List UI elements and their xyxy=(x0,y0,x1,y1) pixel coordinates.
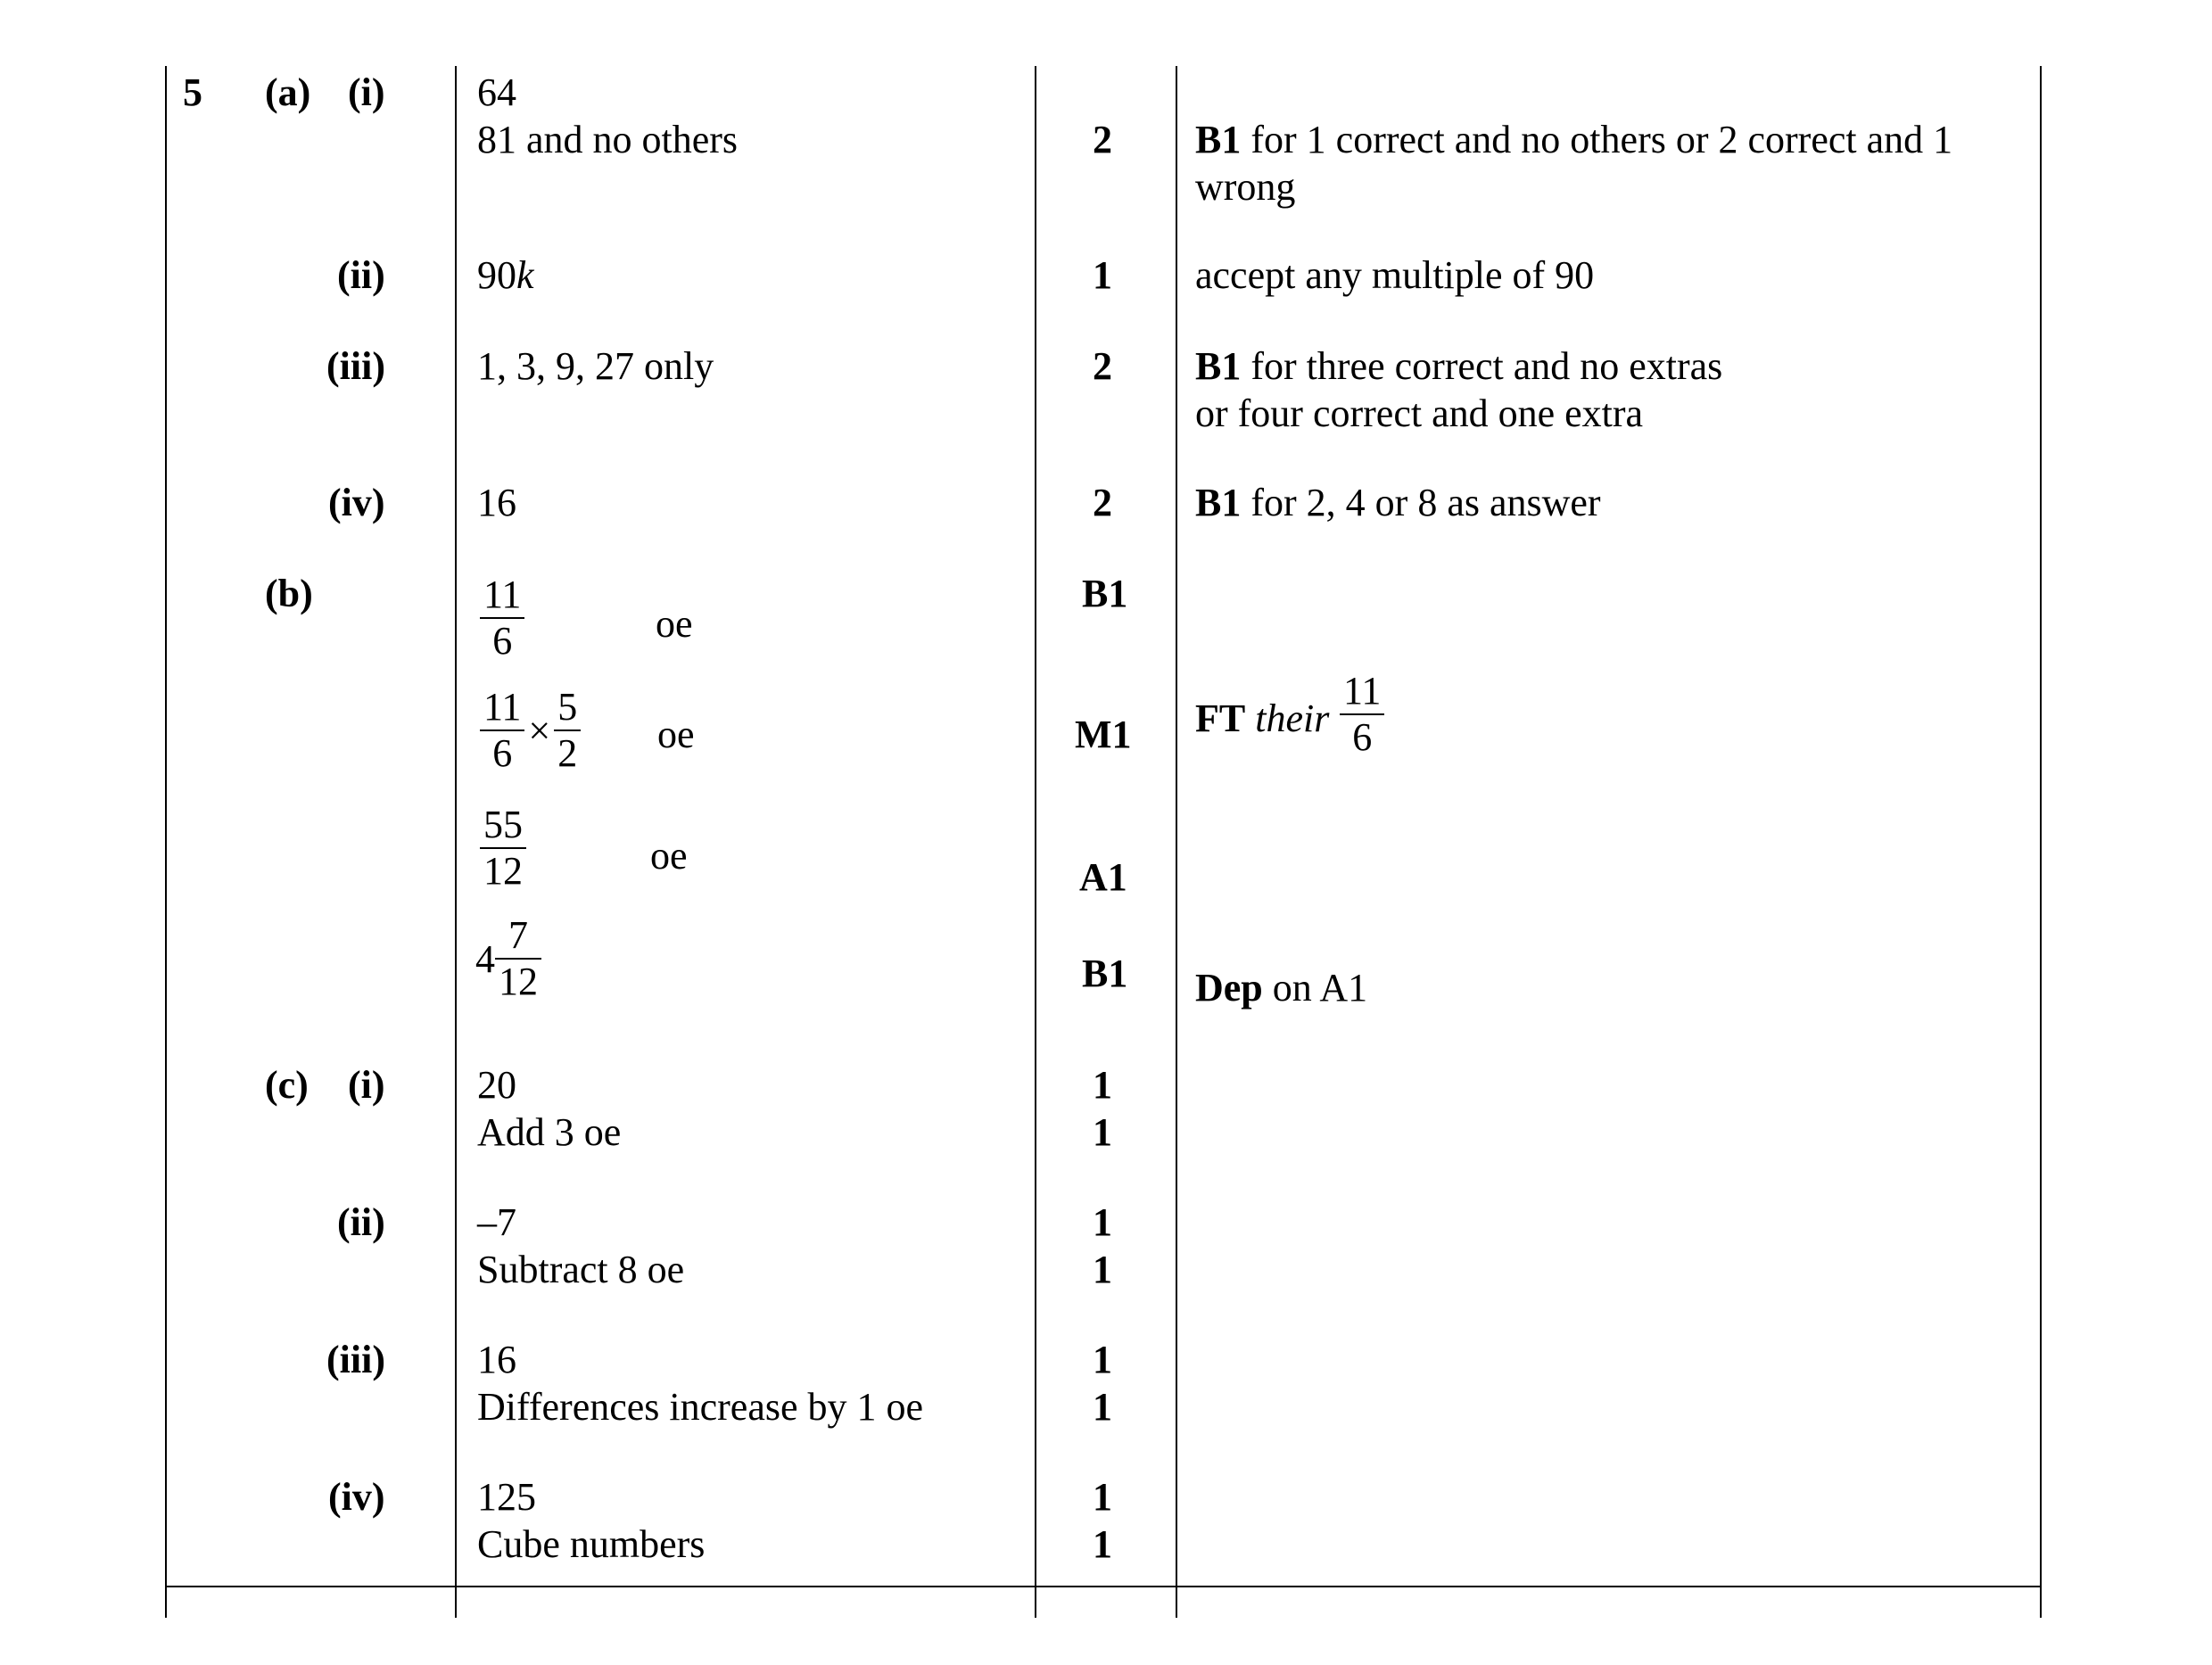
fraction-55-over-12 xyxy=(480,803,526,894)
guidance-a-iv xyxy=(1195,480,1601,526)
answer-b-step3-note: oe xyxy=(650,834,688,878)
guidance-a-ii: accept any multiple of 90 xyxy=(1195,253,1595,297)
denominator: 2 xyxy=(557,731,578,775)
mark-a-iv: 2 xyxy=(1093,481,1112,524)
numerator: 11 xyxy=(483,685,522,729)
numerator: 11 xyxy=(483,573,522,616)
column-divider-marks xyxy=(1035,66,1036,1618)
guidance-a-iii-line1 xyxy=(1195,343,1722,390)
guidance-a-iv-bold: B1 xyxy=(1195,481,1242,524)
answer-a-ii-number: 90 xyxy=(477,253,516,297)
denominator: 6 xyxy=(492,731,513,775)
denominator: 12 xyxy=(499,960,538,1003)
mark-b-step3: A1 xyxy=(1079,855,1127,899)
answer-c-ii-line1: –7 xyxy=(477,1200,516,1244)
denominator: 12 xyxy=(483,849,523,893)
part-c-iii-label: (iii) xyxy=(326,1338,385,1381)
answer-a-ii xyxy=(477,252,534,299)
mark-c-iv-1: 1 xyxy=(1093,1475,1112,1519)
numerator: 5 xyxy=(557,685,578,729)
column-divider-answer xyxy=(455,66,457,1618)
guidance-a-i-line1 xyxy=(1195,117,1952,163)
mark-c-ii-2: 1 xyxy=(1093,1248,1112,1291)
mark-c-i-1: 1 xyxy=(1093,1063,1112,1107)
numerator: 55 xyxy=(483,803,523,846)
fraction-11-over-6 xyxy=(1340,669,1384,760)
part-a-iii-label: (iii) xyxy=(326,344,385,388)
guidance-a-iii-line2: or four correct and one extra xyxy=(1195,392,1644,435)
mark-c-iii-2: 1 xyxy=(1093,1385,1112,1429)
fraction-11-over-6 xyxy=(480,573,524,664)
part-a-ii-label: (ii) xyxy=(337,253,385,297)
guidance-b-step4-text: on A1 xyxy=(1262,966,1368,1010)
fraction-11-over-6 xyxy=(480,685,524,776)
mark-a-i: 2 xyxy=(1093,118,1112,161)
answer-a-iv: 16 xyxy=(477,481,516,524)
part-c-ii-label: (ii) xyxy=(337,1200,385,1244)
denominator: 6 xyxy=(492,619,513,663)
mark-b-step4: B1 xyxy=(1082,952,1128,995)
mark-a-iii: 2 xyxy=(1093,344,1112,388)
answer-c-iv-line1: 125 xyxy=(477,1475,536,1519)
denominator: 6 xyxy=(1352,715,1373,759)
guidance-a-i-bold: B1 xyxy=(1195,118,1242,161)
mark-b-step1: B1 xyxy=(1082,572,1128,615)
answer-b-step4-mixed-number xyxy=(475,913,541,1004)
part-a-i-label: (i) xyxy=(348,70,385,114)
part-a-iv-label: (iv) xyxy=(328,481,385,524)
answer-b-step2-note: oe xyxy=(657,713,695,756)
guidance-a-i-text: for 1 correct and no others or 2 correct and 1 xyxy=(1241,118,1953,161)
guidance-b-step2-italic: their xyxy=(1255,696,1330,740)
part-c-label: (c) xyxy=(265,1063,309,1107)
table-border-left xyxy=(165,66,167,1618)
answer-a-iii: 1, 3, 9, 27 only xyxy=(477,344,714,388)
answer-c-iii-line2: Differences increase by 1 oe xyxy=(477,1385,924,1429)
question-number: 5 xyxy=(183,70,202,114)
mark-a-ii: 1 xyxy=(1093,253,1112,297)
numerator: 7 xyxy=(508,913,528,957)
answer-c-ii-line2: Subtract 8 oe xyxy=(477,1248,685,1291)
part-c-i-label: (i) xyxy=(348,1063,385,1107)
answer-b-step1-note: oe xyxy=(656,602,693,646)
answer-b-step2-product xyxy=(480,685,581,776)
fraction-7-over-12 xyxy=(495,913,541,1004)
fraction-5-over-2 xyxy=(554,685,581,776)
mark-c-iii-1: 1 xyxy=(1093,1338,1112,1381)
part-b-label: (b) xyxy=(265,572,313,615)
part-a-label: (a) xyxy=(265,70,311,114)
numerator: 11 xyxy=(1343,669,1382,713)
times-sign: × xyxy=(528,708,551,753)
mark-c-ii-1: 1 xyxy=(1093,1200,1112,1244)
guidance-b-step2-fraction xyxy=(1340,669,1384,760)
guidance-b-step4 xyxy=(1195,965,1367,1011)
answer-c-i-line2: Add 3 oe xyxy=(477,1110,622,1154)
answer-a-i-line1: 64 xyxy=(477,70,516,114)
answer-a-ii-variable: k xyxy=(516,253,534,297)
mark-b-step2: M1 xyxy=(1075,713,1132,756)
guidance-a-iv-text: for 2, 4 or 8 as answer xyxy=(1241,481,1601,524)
mark-c-iv-2: 1 xyxy=(1093,1522,1112,1566)
guidance-b-step4-bold: Dep xyxy=(1195,966,1263,1010)
guidance-b-step2-bold: FT xyxy=(1195,696,1246,740)
column-divider-guidance xyxy=(1176,66,1177,1618)
part-c-iv-label: (iv) xyxy=(328,1475,385,1519)
answer-c-iv-line2: Cube numbers xyxy=(477,1522,706,1566)
table-bottom-rule xyxy=(165,1586,2041,1587)
mark-c-i-2: 1 xyxy=(1093,1110,1112,1154)
answer-b-step3-fraction xyxy=(480,803,526,894)
answer-a-i-line2: 81 and no others xyxy=(477,118,739,161)
guidance-a-iii-text: for three correct and no extras xyxy=(1241,344,1723,388)
guidance-a-iii-bold: B1 xyxy=(1195,344,1242,388)
guidance-a-i-line2: wrong xyxy=(1195,165,1296,209)
guidance-b-step2 xyxy=(1195,696,1329,742)
table-border-right xyxy=(2040,66,2042,1618)
whole-part: 4 xyxy=(475,936,495,981)
answer-b-step1-fraction xyxy=(480,573,524,664)
answer-c-iii-line1: 16 xyxy=(477,1338,516,1381)
answer-c-i-line1: 20 xyxy=(477,1063,516,1107)
